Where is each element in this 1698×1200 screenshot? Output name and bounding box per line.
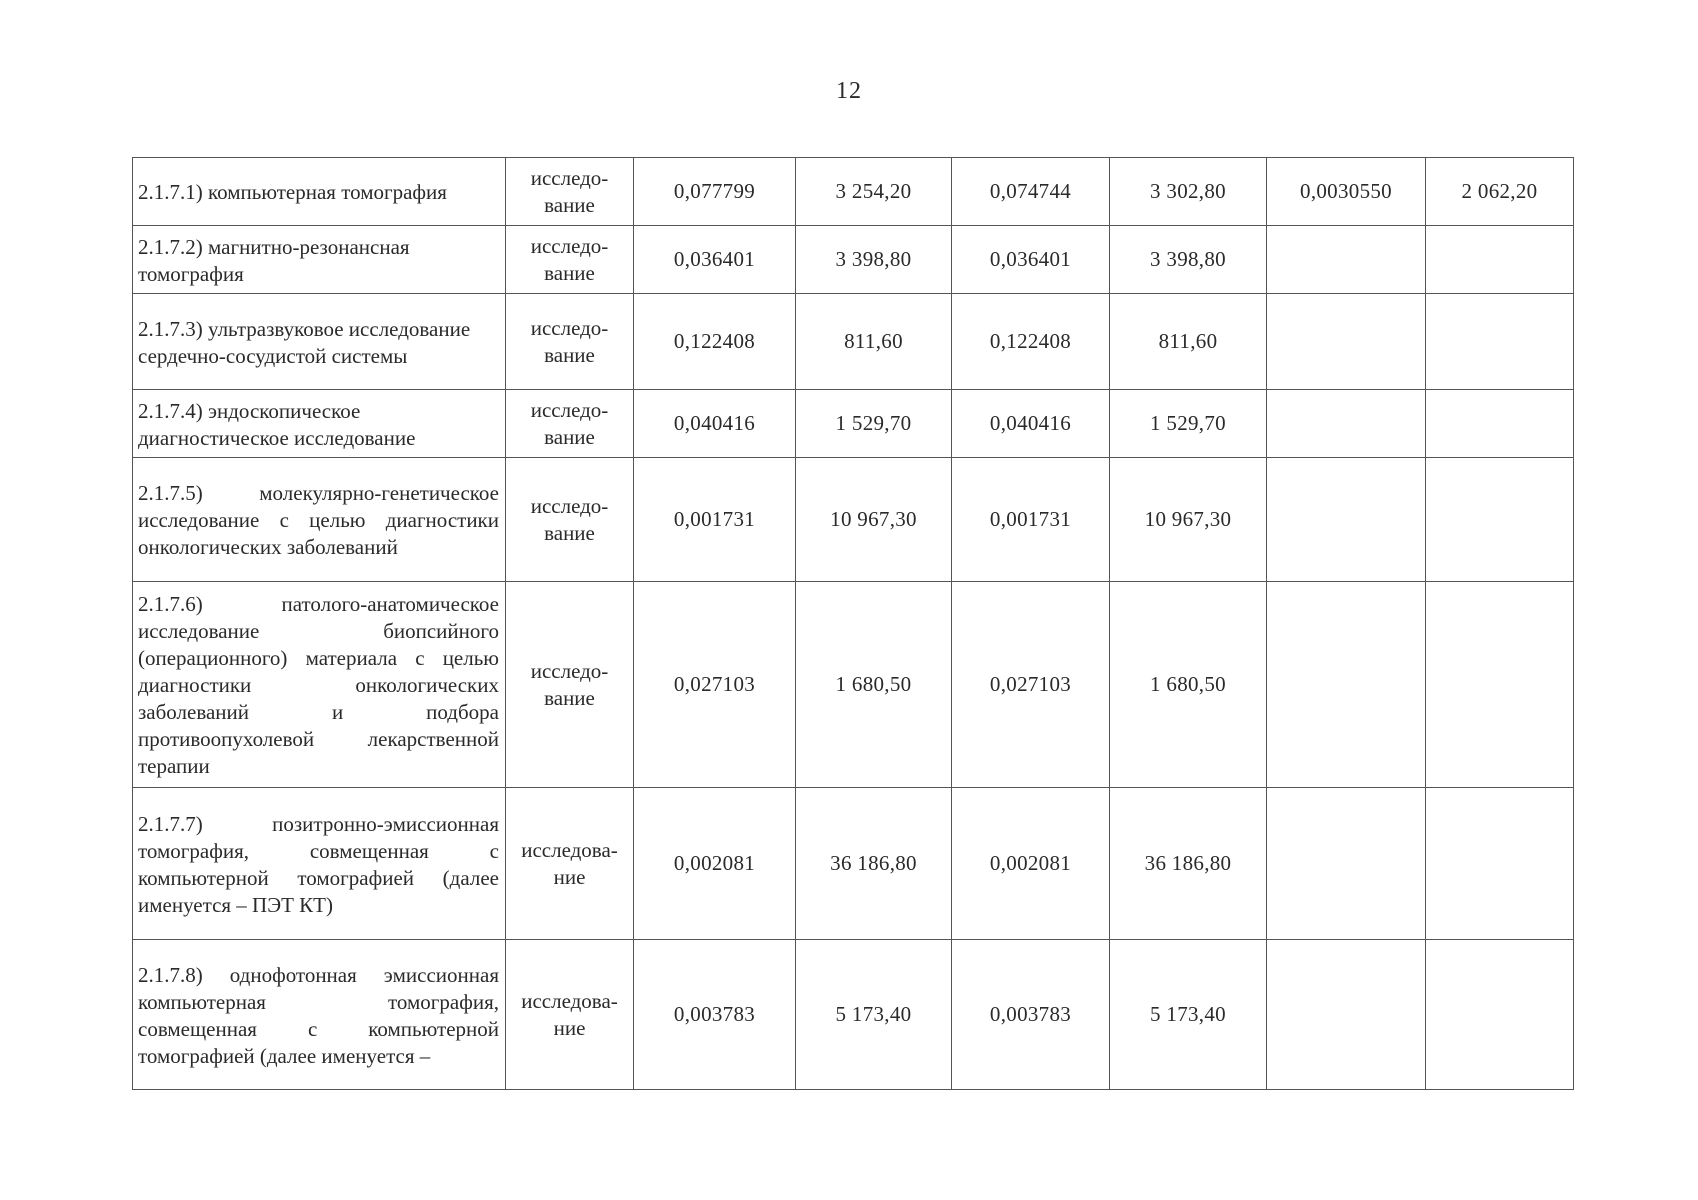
value-cell-1: 0,002081 bbox=[634, 788, 796, 940]
service-name-cell: 2.1.7.3) ультразвуковое исследование сердечно-сосудистой системы bbox=[133, 294, 506, 390]
value-cell-3: 0,001731 bbox=[952, 458, 1110, 582]
value-cell-4: 3 302,80 bbox=[1110, 158, 1267, 226]
table-row bbox=[133, 582, 1574, 788]
value-cell-5 bbox=[1267, 458, 1426, 582]
unit-cell bbox=[506, 582, 634, 788]
unit-label: исследова- ние bbox=[521, 988, 618, 1040]
page-number: 12 bbox=[836, 78, 862, 104]
table-row bbox=[133, 158, 1574, 226]
value-cell-1: 0,122408 bbox=[634, 294, 796, 390]
value-cell-3: 0,122408 bbox=[952, 294, 1110, 390]
value-cell-4: 10 967,30 bbox=[1110, 458, 1267, 582]
value-cell-2: 1 680,50 bbox=[796, 582, 952, 788]
value-cell-4: 5 173,40 bbox=[1110, 940, 1267, 1090]
unit-cell bbox=[506, 294, 634, 390]
unit-label: исследо- вание bbox=[530, 493, 609, 545]
unit-cell bbox=[506, 158, 634, 226]
unit-cell bbox=[506, 390, 634, 458]
value-cell-6 bbox=[1426, 390, 1574, 458]
value-cell-2: 1 529,70 bbox=[796, 390, 952, 458]
service-name-cell: 2.1.7.4) эндоскопическое диагностическое исследование bbox=[133, 390, 506, 458]
value-cell-2: 5 173,40 bbox=[796, 940, 952, 1090]
service-name-cell: 2.1.7.1) компьютерная томография bbox=[133, 158, 506, 226]
table-row bbox=[133, 458, 1574, 582]
value-cell-6 bbox=[1426, 458, 1574, 582]
table-row bbox=[133, 940, 1574, 1090]
value-cell-3: 0,074744 bbox=[952, 158, 1110, 226]
value-cell-6 bbox=[1426, 226, 1574, 294]
value-cell-1: 0,001731 bbox=[634, 458, 796, 582]
value-cell-3: 0,040416 bbox=[952, 390, 1110, 458]
value-cell-1: 0,003783 bbox=[634, 940, 796, 1090]
unit-label: исследо- вание bbox=[530, 658, 609, 710]
table-row bbox=[133, 390, 1574, 458]
unit-cell bbox=[506, 788, 634, 940]
value-cell-4: 3 398,80 bbox=[1110, 226, 1267, 294]
value-cell-5: 0,0030550 bbox=[1267, 158, 1426, 226]
value-cell-1: 0,077799 bbox=[634, 158, 796, 226]
table-row bbox=[133, 226, 1574, 294]
value-cell-6: 2 062,20 bbox=[1426, 158, 1574, 226]
value-cell-3: 0,036401 bbox=[952, 226, 1110, 294]
service-name-cell: 2.1.7.5) молекулярно-генетическое исследование с целью диагностики онкологических заболеваний bbox=[133, 458, 506, 582]
value-cell-2: 3 254,20 bbox=[796, 158, 952, 226]
service-name-cell: 2.1.7.7) позитронно-эмиссионная томография, совмещенная с компьютерной томографией (далее именуется – ПЭТ КТ) bbox=[133, 788, 506, 940]
unit-label: исследо- вание bbox=[530, 233, 609, 285]
service-name-cell: 2.1.7.8) однофотонная эмиссионная компьютерная томография, совмещенная с компьютерной томографией (далее именуется – bbox=[133, 940, 506, 1090]
value-cell-5 bbox=[1267, 788, 1426, 940]
value-cell-4: 1 680,50 bbox=[1110, 582, 1267, 788]
value-cell-3: 0,002081 bbox=[952, 788, 1110, 940]
value-cell-2: 10 967,30 bbox=[796, 458, 952, 582]
value-cell-6 bbox=[1426, 294, 1574, 390]
value-cell-6 bbox=[1426, 940, 1574, 1090]
value-cell-1: 0,036401 bbox=[634, 226, 796, 294]
value-cell-5 bbox=[1267, 582, 1426, 788]
unit-cell bbox=[506, 458, 634, 582]
tariff-table bbox=[132, 157, 1574, 1090]
service-name-cell: 2.1.7.6) патолого-анатомическое исследование биопсийного (операционного) материала с целью диагностики онкологических заболеваний и подбора противоопухолевой лекарственной терапии bbox=[133, 582, 506, 788]
value-cell-2: 811,60 bbox=[796, 294, 952, 390]
value-cell-6 bbox=[1426, 788, 1574, 940]
unit-cell bbox=[506, 940, 634, 1090]
value-cell-2: 36 186,80 bbox=[796, 788, 952, 940]
value-cell-5 bbox=[1267, 226, 1426, 294]
value-cell-5 bbox=[1267, 940, 1426, 1090]
value-cell-6 bbox=[1426, 582, 1574, 788]
unit-label: исследо- вание bbox=[530, 315, 609, 367]
service-name-cell: 2.1.7.2) магнитно-резонансная томография bbox=[133, 226, 506, 294]
value-cell-1: 0,040416 bbox=[634, 390, 796, 458]
unit-cell bbox=[506, 226, 634, 294]
value-cell-5 bbox=[1267, 294, 1426, 390]
value-cell-3: 0,027103 bbox=[952, 582, 1110, 788]
unit-label: исследо- вание bbox=[530, 397, 609, 449]
unit-label: исследова- ние bbox=[521, 837, 618, 889]
value-cell-3: 0,003783 bbox=[952, 940, 1110, 1090]
value-cell-4: 36 186,80 bbox=[1110, 788, 1267, 940]
value-cell-5 bbox=[1267, 390, 1426, 458]
unit-label: исследо- вание bbox=[530, 165, 609, 217]
table-row bbox=[133, 788, 1574, 940]
value-cell-4: 811,60 bbox=[1110, 294, 1267, 390]
table-row bbox=[133, 294, 1574, 390]
value-cell-1: 0,027103 bbox=[634, 582, 796, 788]
value-cell-2: 3 398,80 bbox=[796, 226, 952, 294]
value-cell-4: 1 529,70 bbox=[1110, 390, 1267, 458]
